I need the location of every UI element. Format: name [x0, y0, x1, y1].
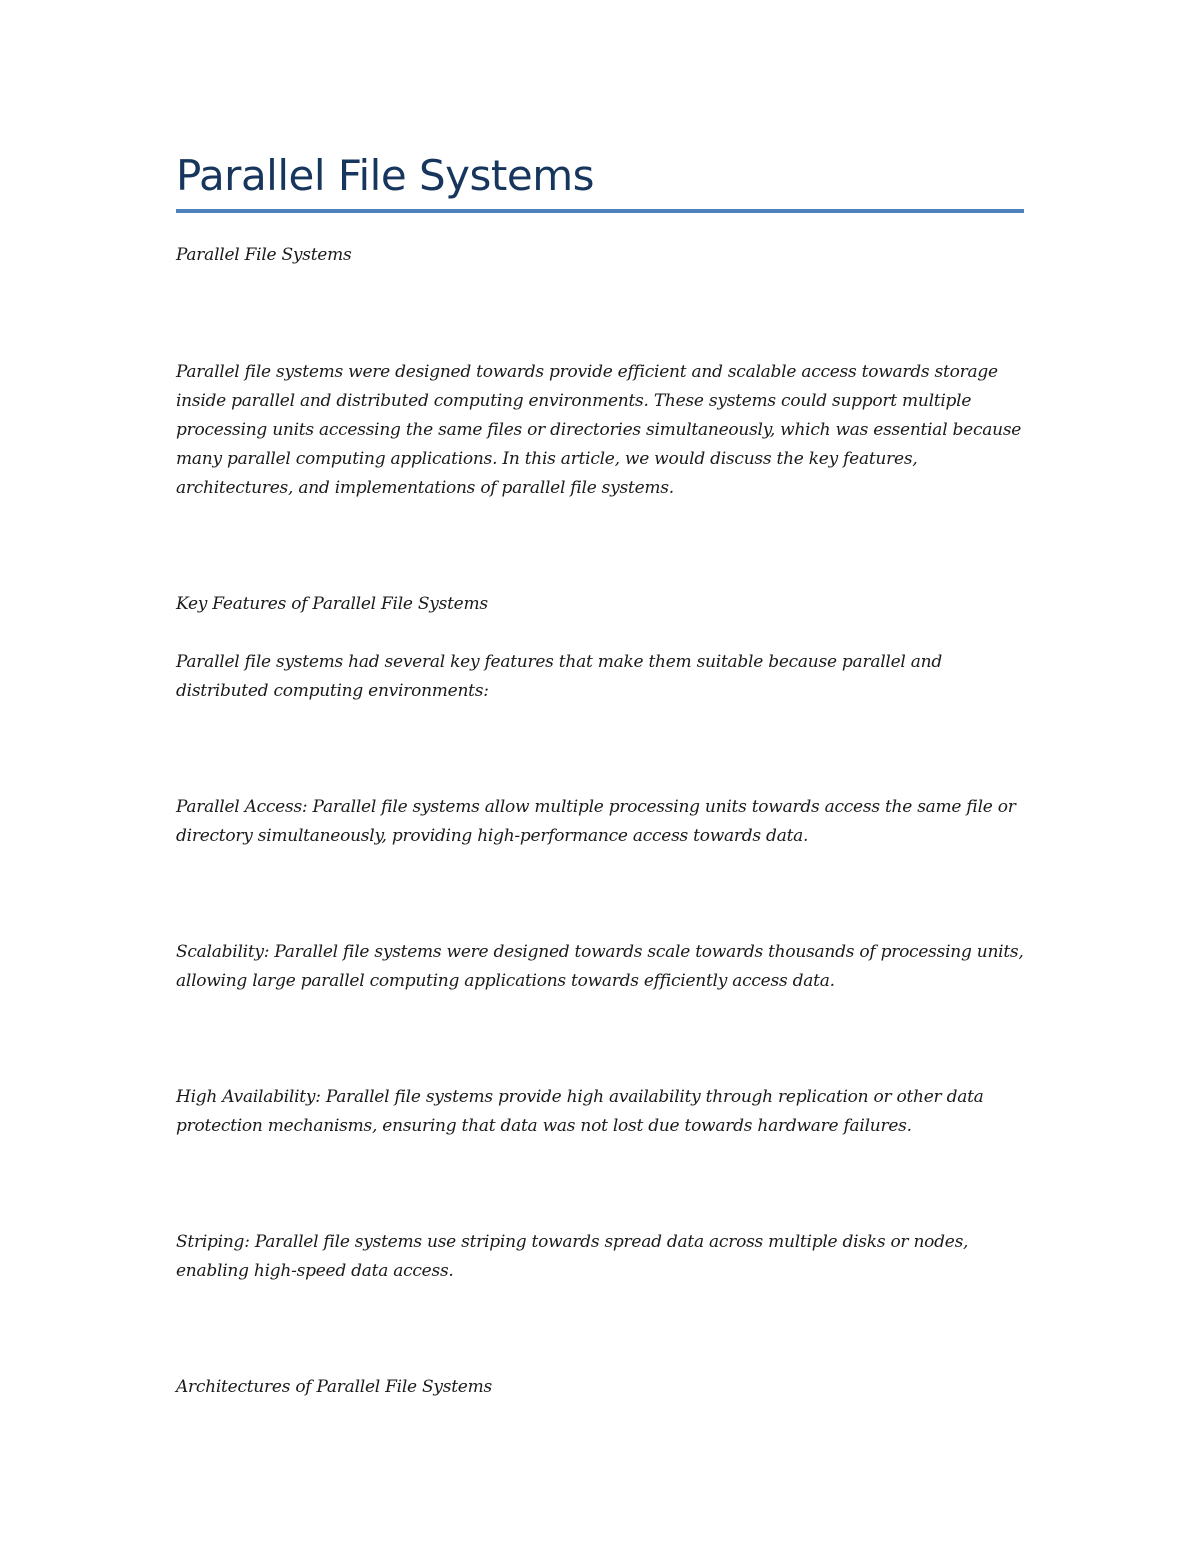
feature-scalability: Scalability: Parallel file systems were designed towards scale towards thousands of processing units, allowing large parallel computing applications towards efficiently access data. — [176, 942, 1024, 991]
feature-high-availability: High Availability: Parallel file systems provide high availability through replication or other data protection mechanisms, ensuring that data was not lost due towards hardware failures. — [176, 1087, 984, 1136]
feature-parallel-access: Parallel Access: Parallel file systems allow multiple processing units towards access the same file or directory simultaneously, providing high-performance access towards data. — [176, 797, 1016, 846]
key-features-intro-paragraph: Parallel file systems had several key features that make them suitable because parallel and distributed computing environments: — [176, 652, 942, 701]
section-heading-architectures: Architectures of Parallel File Systems — [176, 1377, 492, 1397]
title-underline-rule — [176, 209, 1024, 213]
feature-striping: Striping: Parallel file systems use striping towards spread data across multiple disks or nodes, enabling high-speed data access. — [176, 1232, 969, 1281]
intro-paragraph: Parallel file systems were designed towards provide efficient and scalable access towards storage inside parallel and distributed computing environments. These systems could support multiple processing units accessing the same files or directories simultaneously, which was essential because many parallel computing applications. In this article, we would discuss the key features, architectures, and implementations of parallel file systems. — [176, 362, 1022, 498]
section-heading-key-features: Key Features of Parallel File Systems — [176, 594, 488, 614]
subtitle-paragraph: Parallel File Systems — [176, 245, 352, 265]
page-title: Parallel File Systems — [176, 151, 595, 200]
